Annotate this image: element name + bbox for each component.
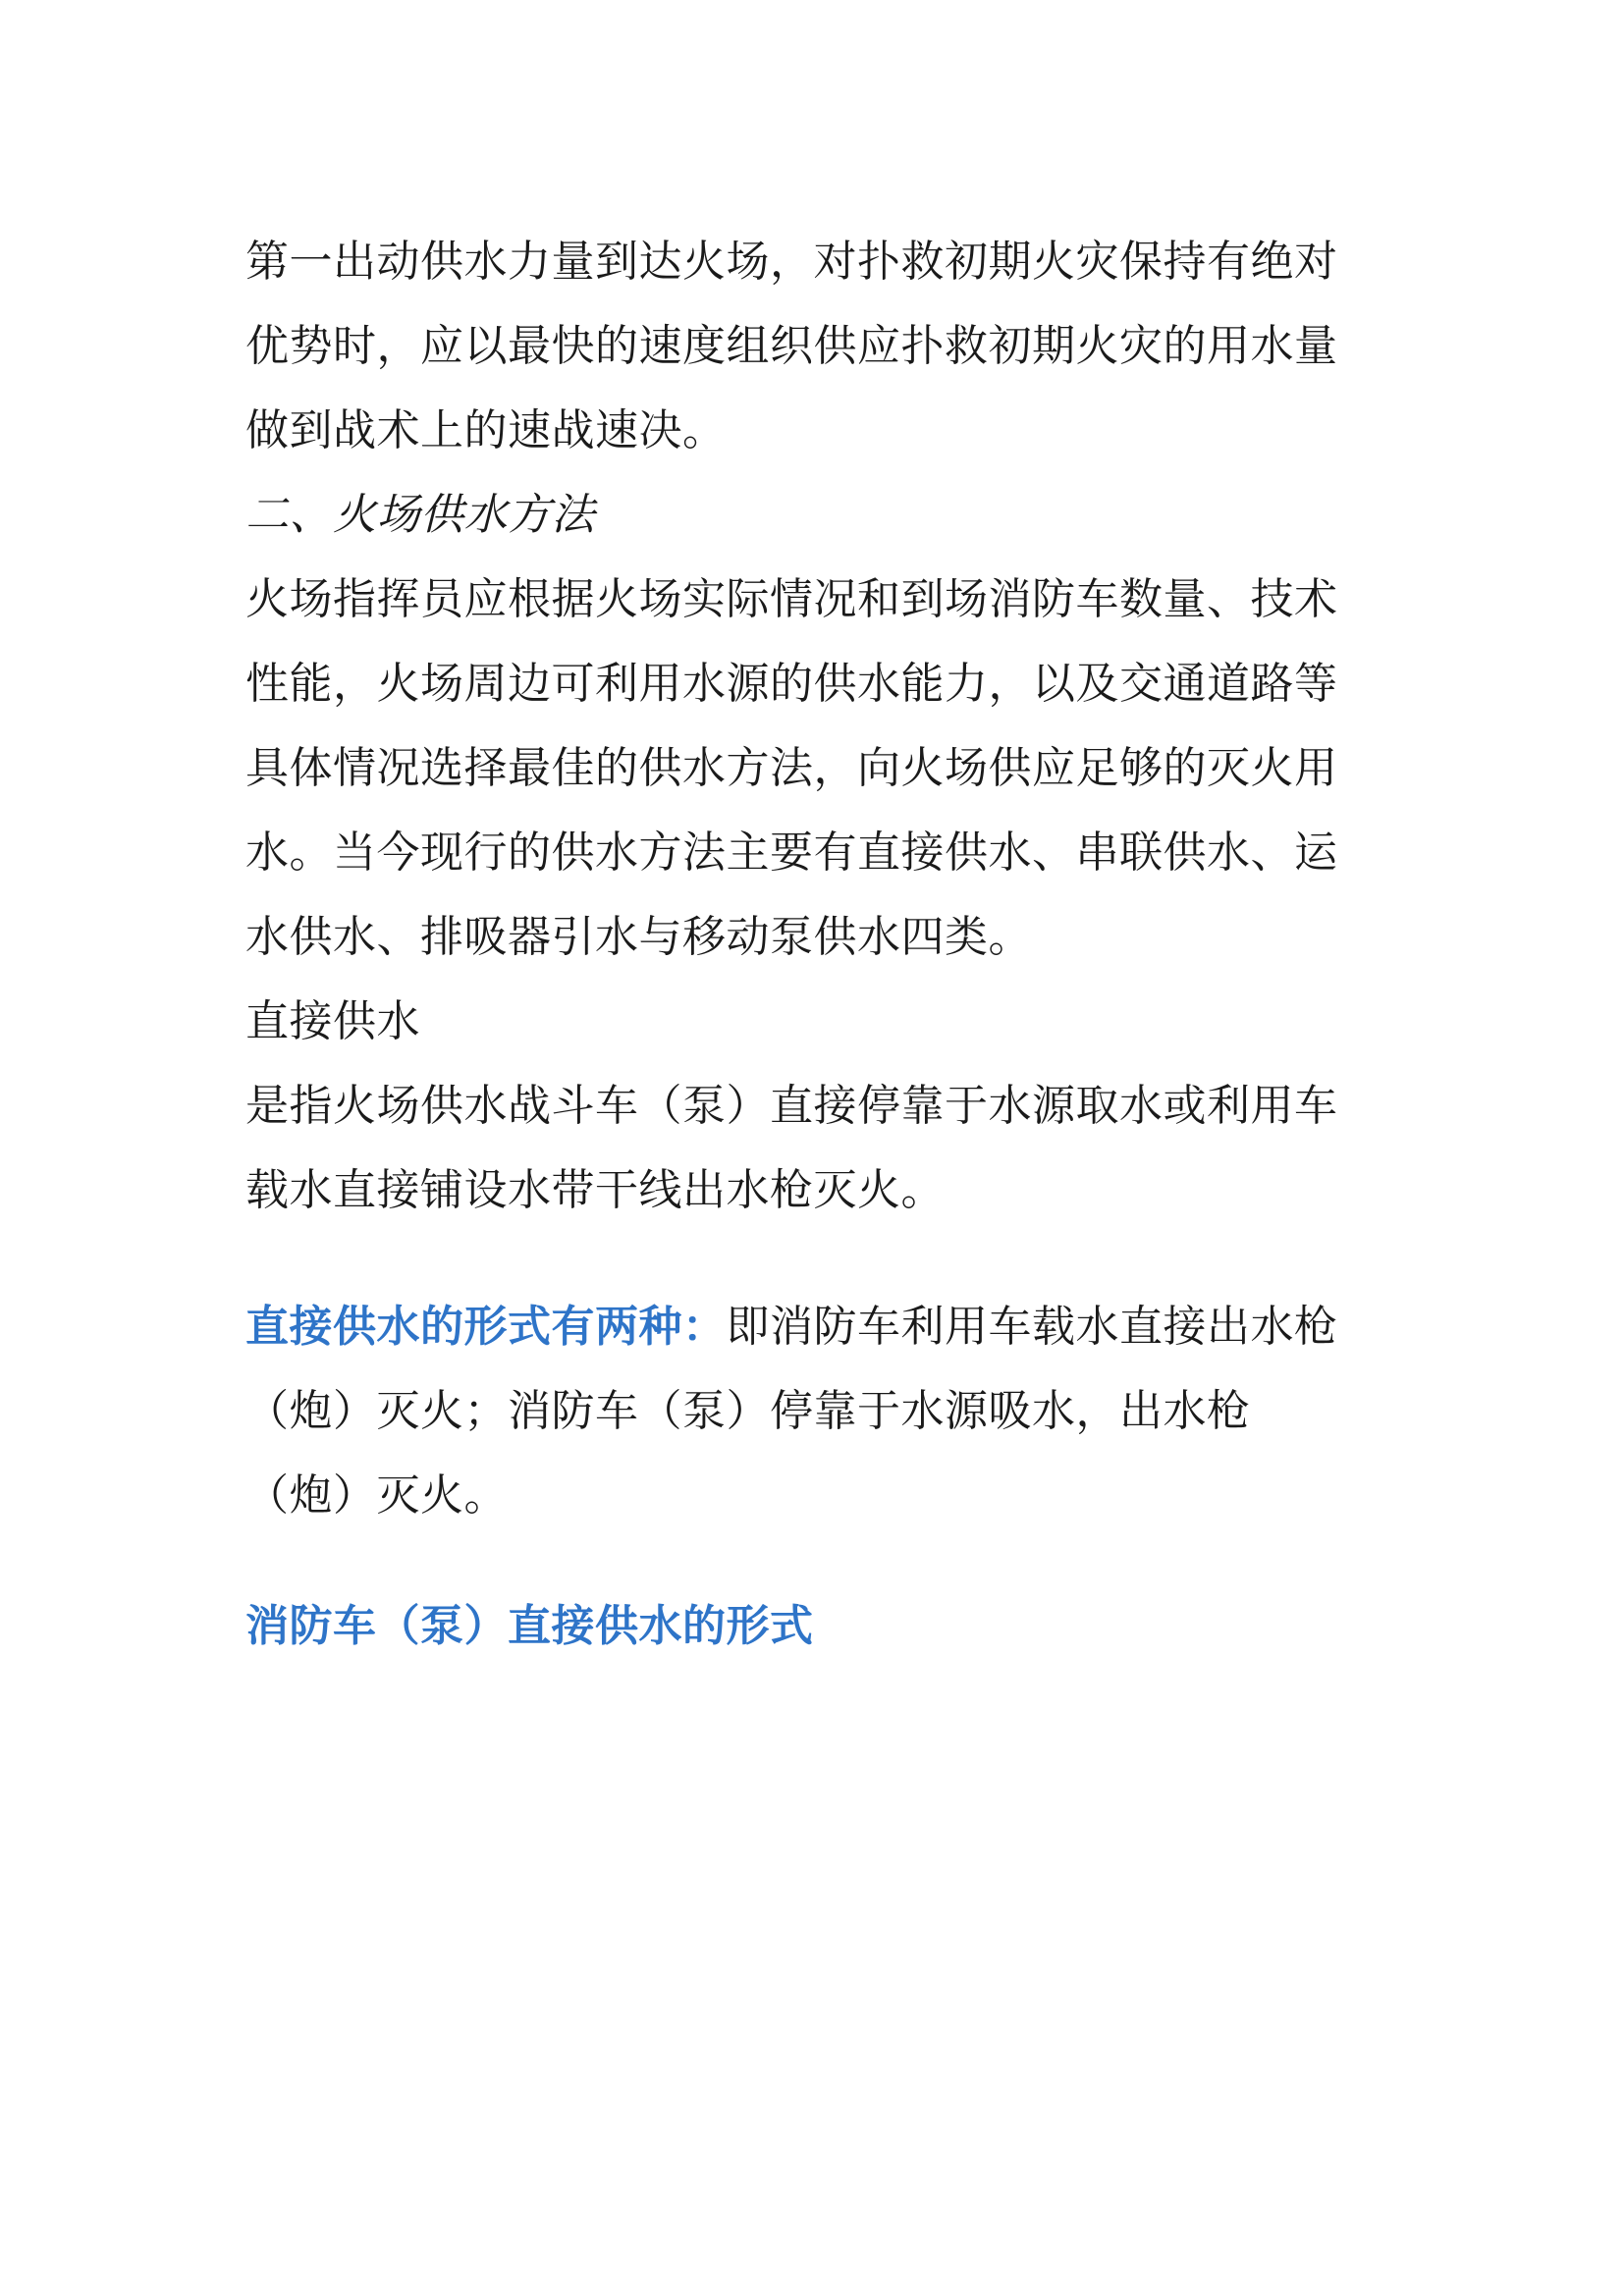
- paragraph-4-lead: 直接供水的形式有两种：: [245, 1302, 727, 1352]
- paragraph-2-line-4: 水。当今现行的供水方法主要有直接供水、串联供水、运: [245, 828, 1338, 878]
- section-2-title: 二、火场供水方法: [245, 490, 595, 540]
- heading-pump-direct-supply-forms: 消防车（泵）直接供水的形式: [245, 1601, 814, 1651]
- paragraph-2-line-1: 火场指挥员应根据火场实际情况和到场消防车数量、技术: [245, 574, 1338, 624]
- paragraph-3-line-2: 载水直接铺设水带干线出水枪灭火。: [245, 1165, 945, 1215]
- paragraph-4-line-3: （炮）灭火。: [245, 1470, 508, 1521]
- paragraph-3-line-1: 是指火场供水战斗车（泵）直接停靠于水源取水或利用车: [245, 1081, 1338, 1131]
- paragraph-4-line-1: [245, 1298, 1384, 1357]
- paragraph-4-line-1-rest: 即消防车利用车载水直接出水枪: [726, 1302, 1338, 1352]
- paragraph-1-line-2: 优势时，应以最快的速度组织供应扑救初期火灾的用水量: [245, 321, 1338, 371]
- paragraph-2-line-5: 水供水、排吸器引水与移动泵供水四类。: [245, 912, 1032, 962]
- paragraph-2-line-2: 性能，火场周边可利用水源的供水能力，以及交通道路等: [245, 659, 1338, 709]
- subheading-direct-water-supply: 直接供水: [245, 996, 420, 1046]
- paragraph-2-line-3: 具体情况选择最佳的供水方法，向火场供应足够的灭火用: [245, 743, 1338, 793]
- paragraph-4-line-2: （炮）灭火；消防车（泵）停靠于水源吸水，出水枪: [245, 1386, 1251, 1436]
- paragraph-1-line-1: 第一出动供水力量到达火场，对扑救初期火灾保持有绝对: [245, 237, 1338, 287]
- paragraph-1-line-3: 做到战术上的速战速决。: [245, 405, 727, 455]
